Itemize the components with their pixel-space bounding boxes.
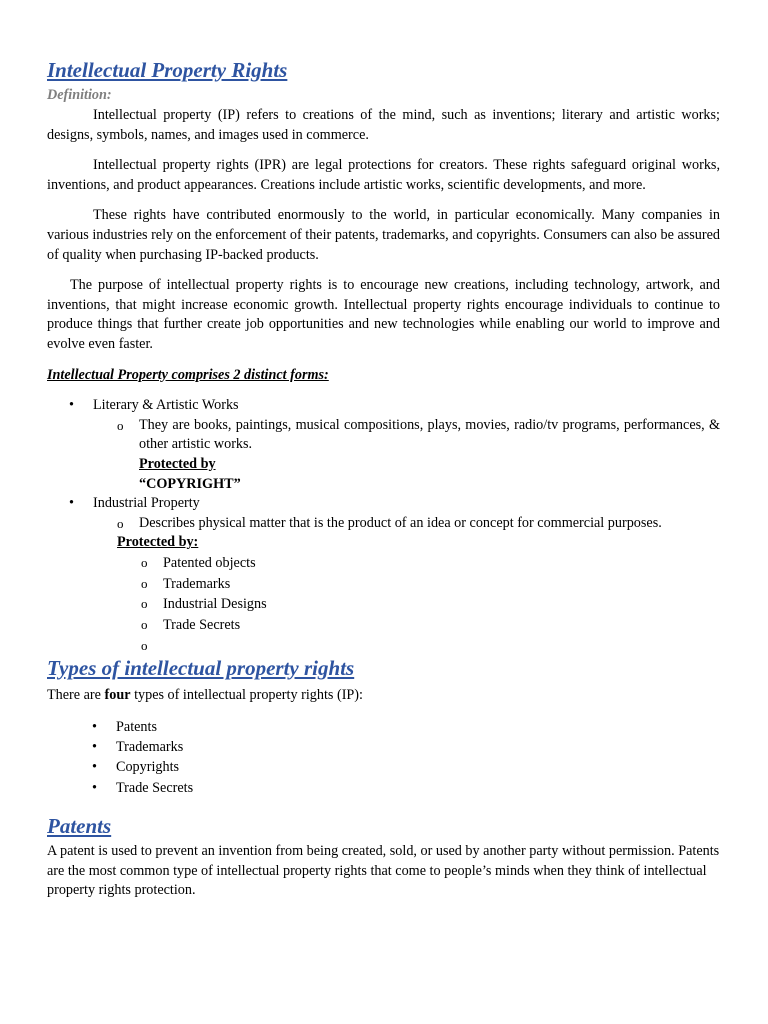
form2-item-patented-objects: Patented objects [163, 554, 256, 571]
type-copyrights: Copyrights [116, 759, 180, 776]
list-item [47, 594, 720, 615]
circle-bullet-icon: o [117, 515, 124, 531]
list-item-industrial-desc [47, 514, 720, 534]
bullet-icon: • [92, 759, 97, 776]
definition-label: Definition: [47, 87, 112, 103]
bullet-icon: • [92, 718, 97, 735]
form2-label: Industrial Property [93, 495, 200, 512]
types-intro [47, 686, 720, 706]
circle-bullet-icon: o [141, 638, 148, 654]
bullet-icon: • [69, 495, 74, 512]
type-patents: Patents [116, 718, 157, 735]
circle-bullet-icon: o [141, 554, 148, 570]
list-item [47, 615, 720, 636]
form1-desc: They are books, paintings, musical compositions, plays, movies, radio/tv programs, performances, & other artistic works. [139, 416, 720, 453]
type-trademarks: Trademarks [116, 739, 184, 756]
list-item-literary-artistic [47, 396, 720, 416]
bullet-icon: • [69, 397, 74, 414]
bullet-icon: • [92, 779, 97, 796]
paragraph-economic-contribution: These rights have contributed enormously to the world, in particular economically. Many companies in various industries rely on the enforcement of their patents, trademarks, and copyrights. Consumers can also be assured of quality when purchasing IP-backed products. [47, 207, 720, 263]
paragraph-ipr-definition: Intellectual property rights (IPR) are legal protections for creators. These rights safeguard original works, inventions, and product appearances. Creations include artistic works, scientific developments, and more. [47, 157, 720, 193]
forms-title: Intellectual Property comprises 2 distinct forms: [47, 366, 329, 383]
circle-bullet-icon: o [141, 617, 148, 633]
form1-label: Literary & Artistic Works [93, 397, 239, 414]
type-trade-secrets: Trade Secrets [116, 779, 194, 796]
paragraph-purpose: The purpose of intellectual property rights is to encourage new creations, including technology, artwork, and inventions, that might increase economic growth. Intellectual property rights encourage individuals to continue to produce things that further create job opportunities and new technologies while enabling our world to improve and evolve even faster. [47, 277, 720, 352]
list-item [47, 778, 720, 798]
heading-patents: Patents [47, 814, 112, 839]
list-item [47, 717, 720, 737]
form2-item-industrial-designs: Industrial Designs [163, 596, 267, 613]
form2-protected-by: Protected by: [117, 534, 199, 551]
types-intro-pre: There are [47, 687, 105, 704]
types-intro-bold: four [104, 687, 131, 704]
circle-bullet-icon: o [141, 575, 148, 591]
paragraph-ip-definition: Intellectual property (IP) refers to creations of the mind, such as inventions; literary and artistic works; designs, symbols, names, and images used in commerce. [47, 107, 720, 143]
form2-desc: Describes physical matter that is the product of an idea or concept for commercial purposes. [139, 514, 662, 531]
form2-item-trademarks: Trademarks [163, 575, 231, 592]
list-item-industrial-property [47, 494, 720, 514]
document-page [47, 56, 720, 901]
list-item-literary-desc [47, 416, 720, 494]
form1-protector: “COPYRIGHT” [139, 475, 241, 492]
types-list [47, 717, 720, 799]
form2-item-trade-secrets: Trade Secrets [163, 617, 241, 634]
types-intro-post: types of intellectual property rights (IP): [130, 687, 363, 704]
heading-intellectual-property-rights: Intellectual Property Rights [47, 58, 288, 82]
form1-protected-by: Protected by [139, 455, 216, 472]
circle-bullet-icon: o [141, 596, 148, 612]
heading-types-of-ipr: Types of intellectual property rights [47, 656, 355, 681]
list-item [47, 757, 720, 777]
circle-bullet-icon: o [117, 417, 124, 433]
list-item [47, 574, 720, 595]
list-item [47, 553, 720, 574]
list-item [47, 737, 720, 757]
paragraph-patents: A patent is used to prevent an invention from being created, sold, or used by another party without permission. Patents are the most common type of intellectual property rights that come to people’s minds when they think of intellectual property rights protection. [47, 843, 720, 899]
forms-list [47, 396, 720, 654]
bullet-icon: • [92, 739, 97, 756]
